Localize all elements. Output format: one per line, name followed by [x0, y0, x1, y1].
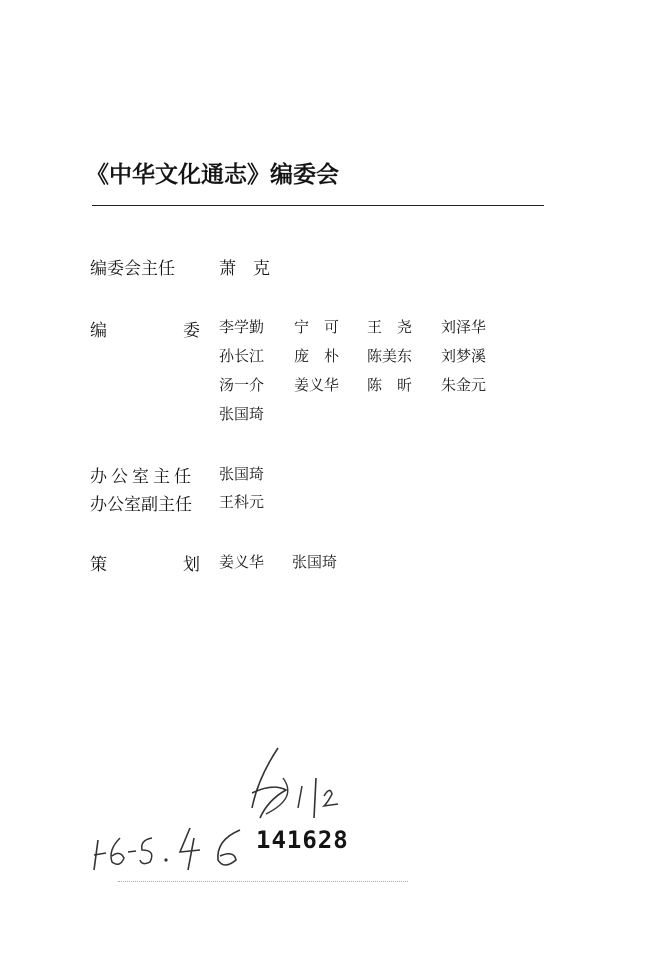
board-member: 朱金元: [441, 376, 487, 394]
board-member: 刘梦溪: [441, 347, 487, 365]
planning-label-left: 策: [90, 555, 107, 575]
editorial-board-label-right: 委: [183, 321, 200, 341]
planning-name: 张国琦: [292, 553, 338, 571]
board-member: 刘泽华: [441, 318, 487, 336]
planning-name: 姜义华: [219, 553, 265, 571]
planning-label-right: 划: [183, 555, 200, 575]
page-title: 《中华文化通志》编委会: [86, 161, 339, 188]
title-divider: [92, 205, 544, 206]
board-member: 张国琦: [219, 405, 265, 423]
office-director-name: 张国琦: [219, 465, 265, 483]
board-member: 陈 昕: [367, 376, 413, 394]
office-director-label: 办公室主任: [90, 467, 195, 487]
handwritten-call-number: [90, 820, 255, 880]
board-member: 王 尧: [367, 318, 413, 336]
board-member: 姜义华: [294, 376, 340, 394]
stamp-dotted-line: [118, 881, 408, 882]
chief-editor-name: 萧 克: [219, 259, 270, 279]
office-deputy-director-label: 办公室副主任: [90, 495, 192, 515]
board-member: 李学勤: [219, 318, 265, 336]
board-member: 陈美东: [367, 347, 413, 365]
handwritten-mark: [238, 738, 358, 823]
board-member: 汤一介: [219, 376, 265, 394]
chief-editor-label: 编委会主任: [90, 259, 175, 279]
board-member: 庞 朴: [294, 347, 340, 365]
board-member: 孙长江: [219, 347, 265, 365]
editorial-board-label-left: 编: [90, 321, 107, 341]
office-deputy-director-name: 王科元: [219, 493, 265, 511]
board-member: 宁 可: [294, 318, 340, 336]
accession-number: 141628: [256, 826, 349, 854]
